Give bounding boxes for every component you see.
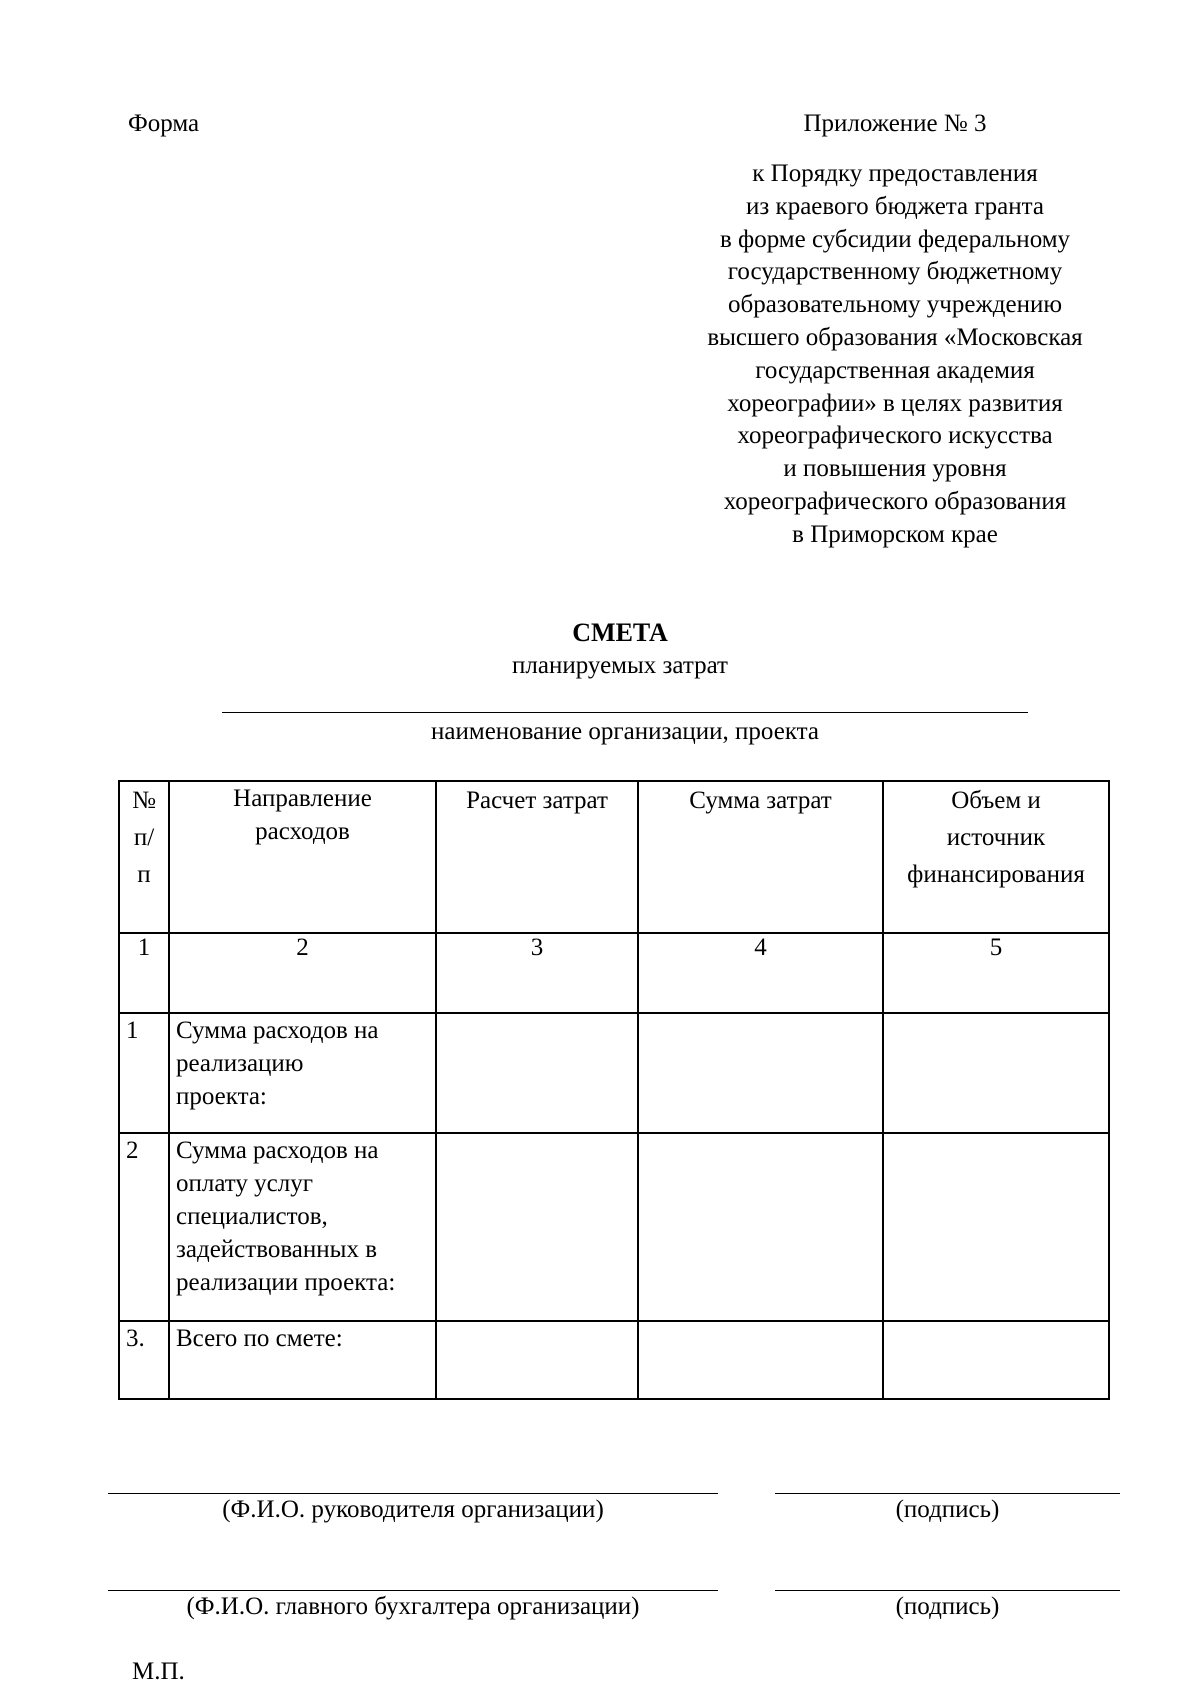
header-cell-sum bbox=[638, 781, 883, 933]
organization-name-line bbox=[222, 712, 1028, 713]
head-signature-caption: (подпись) bbox=[895, 1496, 1000, 1523]
header-text: Направление bbox=[233, 785, 372, 812]
header-cell-number bbox=[119, 781, 169, 933]
row-funding-cell bbox=[883, 1133, 1109, 1321]
row-calculation-cell bbox=[436, 1321, 638, 1399]
row-number: 2 bbox=[119, 1133, 169, 1321]
direction-line: Всего по смете: bbox=[176, 1325, 343, 1352]
row-sum-cell bbox=[638, 1133, 883, 1321]
accountant-name-caption: (Ф.И.О. главного бухгалтера организации) bbox=[186, 1593, 640, 1620]
appendix-line: образовательному учреждению bbox=[727, 291, 1063, 319]
appendix-line: хореографического искусства bbox=[737, 422, 1053, 450]
head-name-line bbox=[108, 1493, 718, 1494]
table-header-row bbox=[119, 781, 1109, 933]
direction-line: реализацию bbox=[176, 1050, 304, 1077]
row-calculation-cell bbox=[436, 1013, 638, 1133]
direction-line: проекта: bbox=[176, 1083, 267, 1110]
row-sum-cell bbox=[638, 1013, 883, 1133]
header-text: источник bbox=[946, 824, 1046, 851]
head-name-caption: (Ф.И.О. руководителя организации) bbox=[222, 1496, 604, 1523]
appendix-line: государственная академия bbox=[755, 356, 1035, 384]
row-direction bbox=[169, 1321, 436, 1399]
header-text: Сумма затрат bbox=[689, 787, 832, 814]
column-number: 2 bbox=[169, 933, 436, 1013]
appendix-line: в форме субсидии федеральному bbox=[719, 225, 1071, 253]
accountant-signature-caption: (подпись) bbox=[895, 1593, 1000, 1620]
direction-line: Сумма расходов на bbox=[176, 1137, 379, 1164]
row-funding-cell bbox=[883, 1013, 1109, 1133]
header-cell-funding-source bbox=[883, 781, 1109, 933]
appendix-text bbox=[640, 158, 1150, 552]
table-row bbox=[119, 1013, 1109, 1133]
direction-line: задействованных в bbox=[176, 1236, 378, 1263]
column-number: 4 bbox=[638, 933, 883, 1013]
header-text: п/ bbox=[133, 824, 155, 851]
row-funding-cell bbox=[883, 1321, 1109, 1399]
appendix-title: Приложение № 3 bbox=[803, 110, 987, 137]
appendix-line: хореографии» в целях развития bbox=[727, 389, 1063, 417]
header-text: финансирования bbox=[907, 861, 1085, 888]
row-number: 3. bbox=[119, 1321, 169, 1399]
stamp-place-label: М.П. bbox=[132, 1658, 185, 1685]
row-calculation-cell bbox=[436, 1133, 638, 1321]
head-signature-line bbox=[775, 1493, 1120, 1494]
appendix-line: высшего образования «Московская bbox=[707, 323, 1083, 351]
appendix-line: из краевого бюджета гранта bbox=[746, 192, 1044, 220]
column-number: 3 bbox=[436, 933, 638, 1013]
organization-caption: наименование организации, проекта bbox=[431, 718, 819, 745]
row-direction bbox=[169, 1133, 436, 1321]
column-number: 5 bbox=[883, 933, 1109, 1013]
header-text: п bbox=[137, 861, 151, 888]
header-text: № bbox=[132, 787, 156, 814]
direction-line: специалистов, bbox=[176, 1203, 328, 1230]
appendix-line: и повышения уровня bbox=[783, 455, 1007, 483]
row-sum-cell bbox=[638, 1321, 883, 1399]
appendix-line: хореографического образования bbox=[723, 487, 1067, 515]
accountant-name-line bbox=[108, 1590, 718, 1591]
estimate-table bbox=[118, 780, 1110, 1400]
accountant-signature-line bbox=[775, 1590, 1120, 1591]
header-text: Объем и bbox=[951, 787, 1041, 814]
row-direction bbox=[169, 1013, 436, 1133]
row-number: 1 bbox=[119, 1013, 169, 1133]
appendix-line: в Приморском крае bbox=[792, 520, 998, 548]
direction-line: реализации проекта: bbox=[176, 1269, 396, 1296]
appendix-line: государственному бюджетному bbox=[727, 258, 1063, 286]
header-cell-calculation bbox=[436, 781, 638, 933]
column-number-row bbox=[119, 933, 1109, 1013]
form-label: Форма bbox=[128, 110, 200, 137]
direction-line: Сумма расходов на bbox=[176, 1017, 379, 1044]
table-row bbox=[119, 1133, 1109, 1321]
header-text: Расчет затрат bbox=[466, 787, 608, 814]
header-text: расходов bbox=[255, 818, 350, 845]
column-number: 1 bbox=[119, 933, 169, 1013]
direction-line: оплату услуг bbox=[176, 1170, 313, 1197]
document-title: СМЕТА bbox=[572, 618, 668, 647]
header-cell-direction bbox=[169, 781, 436, 933]
appendix-line: к Порядку предоставления bbox=[752, 160, 1038, 187]
table-row bbox=[119, 1321, 1109, 1399]
document-subtitle: планируемых затрат bbox=[512, 652, 728, 679]
